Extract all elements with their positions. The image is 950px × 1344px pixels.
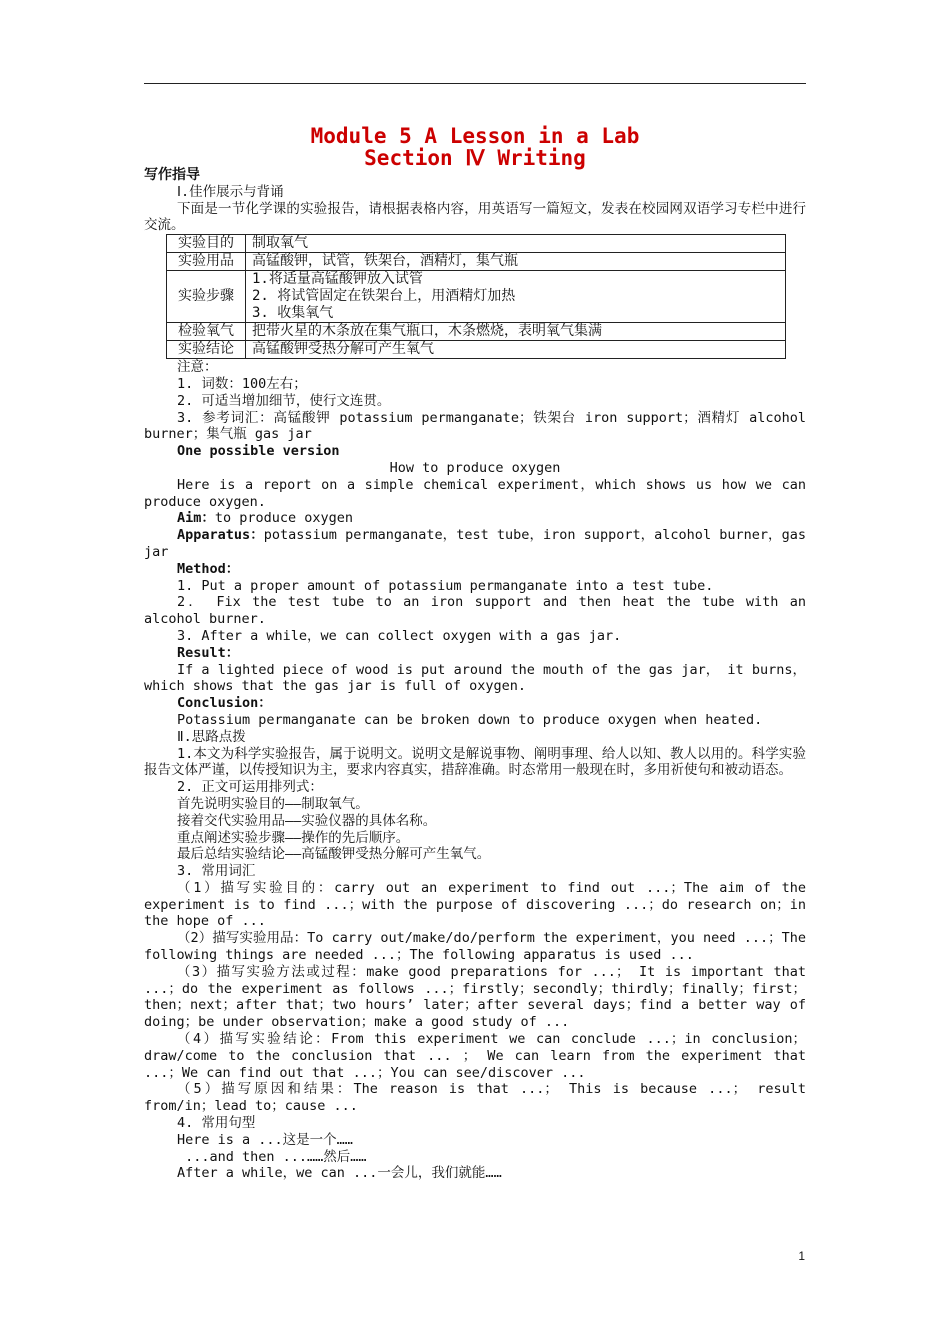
vocab-1: （1）描写实验目的：carry out an experiment to find out ...；The aim of the experiment is to find ...；with the purpose of discovering ...；do research on；in the hope of ... — [144, 879, 806, 930]
method-label: Method： — [177, 560, 240, 577]
module-title: Module 5 A Lesson in a Lab — [310, 124, 640, 148]
tip-2a: 首先说明实验目的——制取氧气。 — [177, 795, 369, 812]
table-value: 把带火星的木条放在集气瓶口，木条燃烧，表明氧气集满 — [246, 323, 786, 341]
notes-label: 注意： — [177, 359, 218, 376]
version-label: One possible version — [177, 443, 340, 460]
document-body — [144, 167, 806, 1182]
result-label: Result： — [177, 644, 240, 661]
note-1: 1. 词数：100左右； — [177, 375, 307, 392]
sentence-2: ...and then ...……然后…… — [177, 1148, 367, 1165]
vocab-2: （2）描写实验用品：To carry out/make/do/perform the experiment，you need ...；The following things are needed ...；The following apparatus is used ... — [144, 930, 806, 964]
table-key: 实验用品 — [167, 253, 246, 271]
conclusion-text: Potassium permanganate can be broken down to produce oxygen when heated. — [177, 711, 763, 728]
essay-title: How to produce oxygen — [389, 459, 561, 476]
tip-2c: 重点阐述实验步骤——操作的先后顺序。 — [177, 829, 410, 846]
page-number: 1 — [798, 1249, 805, 1263]
header-rule — [144, 83, 806, 84]
essay-aim — [144, 510, 806, 527]
experiment-table — [166, 234, 786, 359]
section-2-heading: Ⅱ.思路点拨 — [177, 728, 246, 745]
note-3: 3. 参考词汇：高锰酸钾 potassium permanganate；铁架台 iron support；酒精灯 alcohol burner；集气瓶 gas jar — [144, 409, 806, 443]
table-key: 检验氧气 — [167, 323, 246, 341]
tip-2b: 接着交代实验用品——实验仪器的具体名称。 — [177, 812, 437, 829]
aim-text: to produce oxygen — [214, 510, 354, 527]
table-value — [246, 271, 786, 323]
tip-2d: 最后总结实验结论——高锰酸钾受热分解可产生氧气。 — [177, 846, 491, 863]
step-3: 3. 收集氧气 — [252, 305, 334, 322]
table-row — [167, 341, 786, 359]
vocab-5: （5）描写原因和结果：The reason is that ...； This is because ...； result from/in；lead to；cause ... — [144, 1081, 806, 1115]
table-key: 实验目的 — [167, 235, 246, 253]
step-1: 1.将适量高锰酸钾放入试管 — [252, 271, 423, 288]
tip-3: 3. 常用词汇 — [177, 863, 256, 880]
step-2: 2. 将试管固定在铁架台上，用酒精灯加热 — [252, 288, 516, 305]
sentence-1: Here is a ...这是一个…… — [177, 1131, 353, 1148]
task-intro: 下面是一节化学课的实验报告，请根据表格内容，用英语写一篇短文，发表在校园网双语学习专栏中进行交流。 — [144, 200, 806, 234]
guide-heading: 写作指导 — [144, 167, 200, 183]
tip-4: 4. 常用句型 — [177, 1115, 256, 1132]
conclusion-label: Conclusion： — [177, 695, 272, 712]
table-row — [167, 253, 786, 271]
table-row — [167, 323, 786, 341]
method-step-3: 3. After a while，we can collect oxygen with a gas jar. — [177, 627, 622, 644]
aim-label: Aim： — [177, 510, 215, 527]
table-key: 实验步骤 — [167, 271, 246, 323]
table-key: 实验结论 — [167, 341, 246, 359]
table-row — [167, 271, 786, 323]
section-1-heading: Ⅰ.佳作展示与背诵 — [177, 183, 284, 200]
note-2: 2. 可适当增加细节，使行文连贯。 — [177, 392, 391, 409]
vocab-3: （3）描写实验方法或过程：make good preparations for ...； It is important that ...；do the experiment as follows ...；firstly；secondly；thirdly；finally；first；then；next；after that；two hours’ later；after several days；find a better way of doing；be under observation；make a good study of ... — [144, 963, 806, 1031]
method-step-1: 1. Put a proper amount of potassium permanganate into a test tube. — [177, 577, 714, 594]
essay-apparatus — [144, 527, 806, 561]
essay-intro: Here is a report on a simple chemical experiment，which shows us how we can produce oxygen. — [144, 476, 806, 510]
table-row — [167, 235, 786, 253]
section-title: Section Ⅳ Writing — [364, 146, 586, 170]
vocab-4: （4）描写实验结论：From this experiment we can conclude ...；in conclusion；draw/come to the conclusion that ... ； We can learn from the experiment that ...；We can find out that ...；You can see/discover ... — [144, 1031, 806, 1081]
table-value: 制取氧气 — [246, 235, 786, 253]
apparatus-text: potassium permanganate，test tube，iron support，alcohol burner，gas jar — [144, 527, 806, 560]
sentence-3: After a while，we can ...一会儿，我们就能…… — [177, 1165, 502, 1182]
tip-1: 1.本文为科学实验报告，属于说明文。说明文是解说事物、阐明事理、给人以知、教人以用的。科学实验报告文体严谨，以传授知识为主，要求内容真实，措辞准确。时态常用一般现在时，多用祈使句和被动语态。 — [144, 745, 806, 779]
table-value: 高锰酸钾，试管，铁架台，酒精灯，集气瓶 — [246, 253, 786, 271]
apparatus-label: Apparatus： — [177, 527, 264, 544]
method-step-2: 2． Fix the test tube to an iron support and then heat the tube with an alcohol burner. — [144, 594, 806, 628]
result-text: If a lighted piece of wood is put around the mouth of the gas jar， it burns，which shows that the gas jar is full of oxygen. — [144, 661, 806, 695]
tip-2: 2. 正文可运用排列式： — [177, 779, 323, 796]
table-value: 高锰酸钾受热分解可产生氧气 — [246, 341, 786, 359]
